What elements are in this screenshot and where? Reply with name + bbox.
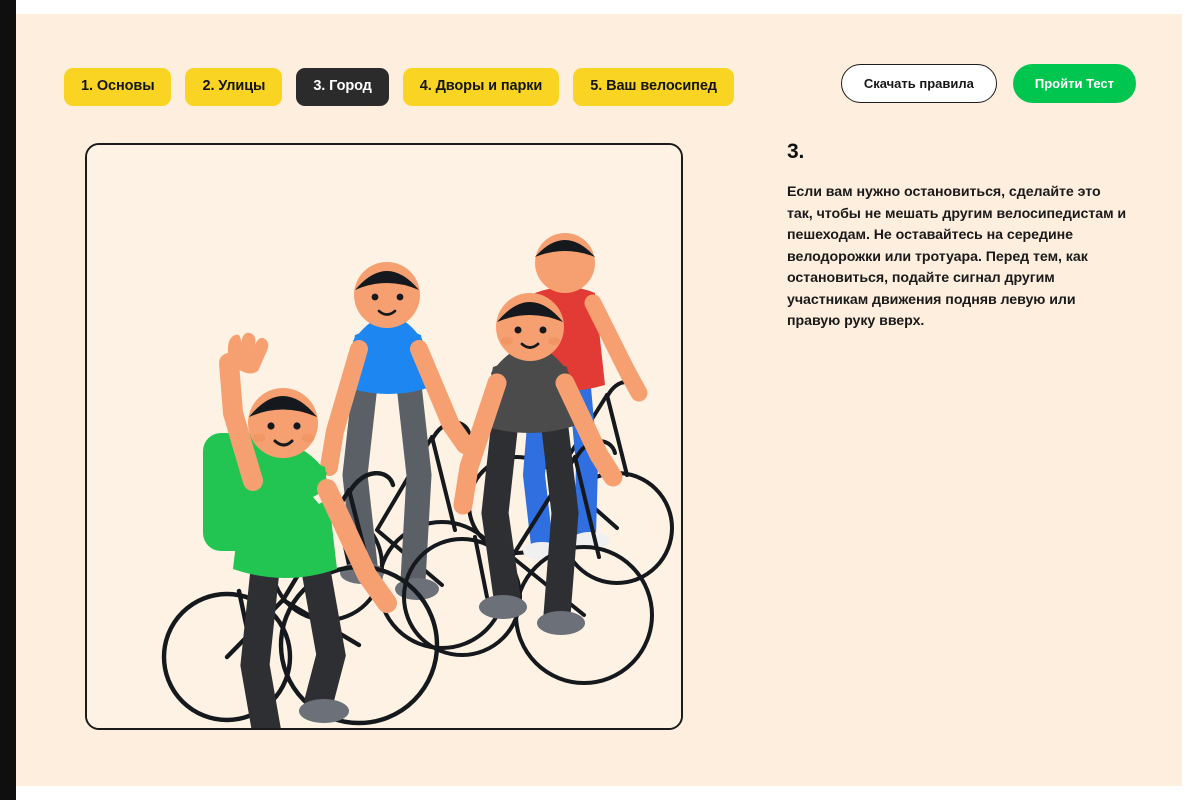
right-edge-bar bbox=[1182, 0, 1200, 800]
tab-osnovy[interactable]: 1. Основы bbox=[64, 68, 171, 106]
rule-number: 3. bbox=[787, 140, 805, 163]
section-tabs bbox=[64, 68, 734, 106]
top-white-strip bbox=[16, 0, 1182, 14]
tab-vash-velosiped[interactable]: 5. Ваш велосипед bbox=[573, 68, 734, 106]
rule-body-text: Если вам нужно остановиться, сделайте это так, чтобы не мешать другим велосипедистам и пешеходам. Не оставайтесь на середине велодорожки или тротуара. Перед тем, как остановиться, подайте сигнал другим участникам движения подняв левую или правую руку вверх. bbox=[787, 184, 1127, 330]
download-rules-button[interactable]: Скачать правила bbox=[841, 64, 997, 103]
left-edge-bar bbox=[0, 0, 16, 800]
tab-dvory-i-parki[interactable]: 4. Дворы и парки bbox=[403, 68, 560, 106]
tab-ulitsy[interactable]: 2. Улицы bbox=[185, 68, 282, 106]
tab-gorod[interactable]: 3. Город bbox=[296, 68, 388, 106]
bottom-white-strip bbox=[16, 786, 1182, 800]
take-test-button[interactable]: Пройти Тест bbox=[1013, 64, 1136, 103]
header-actions bbox=[841, 64, 1136, 103]
illustration-card bbox=[85, 143, 683, 730]
cyclists-illustration bbox=[87, 145, 681, 728]
content-panel bbox=[787, 140, 1127, 333]
